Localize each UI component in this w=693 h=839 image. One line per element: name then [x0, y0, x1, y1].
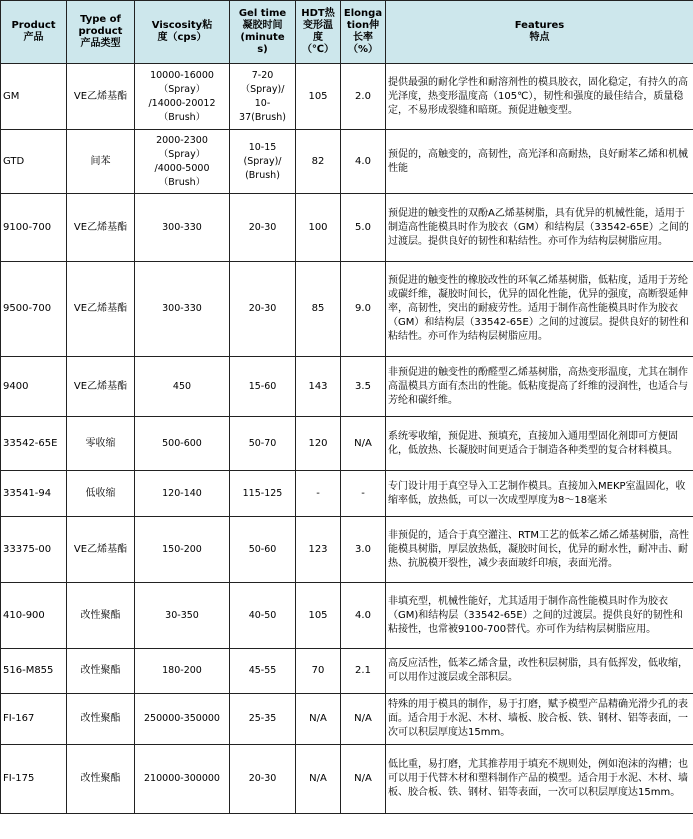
- header-line: Elonga: [343, 8, 383, 19]
- features-cell: 低比重，易打磨，尤其推荐用于填充不规则处，例如泡沫的沟槽；也可以用于代替木材和塑料制作产品的模型。适合用于水泥、木材、墙板、胶合板、铁、钢材、铝等表面，一次可以积层厚度达15mm。: [386, 745, 693, 814]
- cell-line: 50-70: [248, 437, 277, 449]
- header-line: product: [78, 26, 123, 37]
- type-cell: VE乙烯基酯: [67, 357, 135, 417]
- table-row: [1, 64, 693, 130]
- hdt-cell: 85: [296, 262, 341, 357]
- table-row: [1, 583, 693, 649]
- header-line: Viscosity粘: [151, 20, 213, 31]
- cell-line: 20-30: [248, 221, 277, 233]
- product-cell: 33542-65E: [1, 417, 67, 471]
- table-row: [1, 471, 693, 517]
- viscosity-cell: [135, 517, 230, 583]
- cell-line: （Spray）: [158, 148, 206, 160]
- cell-line: 300-330: [162, 221, 202, 233]
- cell-line: 450: [172, 380, 192, 392]
- gel-time-cell: [230, 130, 296, 194]
- viscosity-cell: [135, 694, 230, 745]
- cell-line: 120-140: [162, 487, 202, 499]
- cell-line: 10-: [254, 97, 271, 109]
- header-hdt: [296, 1, 341, 64]
- cell-line: 30-350: [165, 609, 199, 621]
- header-gel-time: [230, 1, 296, 64]
- table-row: [1, 649, 693, 694]
- features-cell: 提供最强的耐化学性和耐溶剂性的模具胶衣，固化稳定，有持久的高光泽度，热变形温度高（105℃），韧性和强度的最佳结合，质量稳定，不易形成裂缝和暗斑。预促进触变型。: [386, 64, 693, 130]
- header-product: [1, 1, 67, 64]
- cell-line: （Brush）: [158, 111, 206, 123]
- hdt-cell: 70: [296, 649, 341, 694]
- product-cell: FI-167: [1, 694, 67, 745]
- header-line: （%）: [347, 44, 379, 55]
- hdt-cell: 120: [296, 417, 341, 471]
- cell-line: 2000-2300: [156, 134, 208, 146]
- elongation-cell: 3.0: [341, 517, 386, 583]
- header-line: (minute: [240, 32, 285, 43]
- features-cell: 非预促进的触变性的酚醛型乙烯基树脂，高热变形温度，尤其在制作高温模具方面有杰出的性能。低粘度提高了纤维的浸润性，也适合与芳纶和碳纤维。: [386, 357, 693, 417]
- header-line: 凝胶时间: [242, 20, 283, 31]
- type-cell: 改性聚酯: [67, 583, 135, 649]
- type-cell: 改性聚酯: [67, 649, 135, 694]
- product-cell: 33375-00: [1, 517, 67, 583]
- table-row: [1, 194, 693, 262]
- header-line: tion伸: [346, 20, 380, 31]
- type-cell: VE乙烯基酯: [67, 64, 135, 130]
- cell-line: 20-30: [248, 773, 277, 784]
- header-viscosity: [135, 1, 230, 64]
- cell-line: （Spray）: [158, 83, 206, 95]
- features-cell: 高反应活性，低苯乙烯含量，改性积层树脂，具有低挥发，低收缩，可以用作过渡层或全部积层。: [386, 649, 693, 694]
- product-cell: 33541-94: [1, 471, 67, 517]
- table-row: [1, 357, 693, 417]
- viscosity-cell: [135, 357, 230, 417]
- table-row: [1, 262, 693, 357]
- elongation-cell: N/A: [341, 745, 386, 814]
- viscosity-cell: [135, 64, 230, 130]
- header-line: 变形温: [303, 20, 333, 31]
- hdt-cell: 143: [296, 357, 341, 417]
- elongation-cell: 9.0: [341, 262, 386, 357]
- elongation-cell: N/A: [341, 694, 386, 745]
- viscosity-cell: [135, 194, 230, 262]
- cell-line: 7-20: [251, 69, 274, 81]
- viscosity-cell: [135, 745, 230, 814]
- cell-line: 500-600: [162, 437, 202, 449]
- table-row: [1, 694, 693, 745]
- features-cell: 预促进的触变性的橡胶改性的环氧乙烯基树脂，低粘度，适用于芳纶或碳纤维，凝胶时间长，优异的固化性能，优异的强度，高断裂延伸率，高韧性，突出的耐疲劳性。适用于制作高性能模具时作为胶衣（GM）和结构层（33542-65E）之间的过渡层。提供良好的韧性和粘结性。亦可作为结构层树脂应用。: [386, 262, 693, 357]
- gel-time-cell: [230, 471, 296, 517]
- elongation-cell: 4.0: [341, 130, 386, 194]
- header-line: 产品: [23, 32, 44, 43]
- elongation-cell: N/A: [341, 417, 386, 471]
- features-cell: 专门设计用于真空导入工艺制作模具。直接加入MEKP室温固化，收缩率低，放热低，可以一次成型厚度为8～18毫米: [386, 471, 693, 517]
- cell-line: 210000-300000: [144, 773, 220, 784]
- gel-time-cell: [230, 262, 296, 357]
- header-line: HDT热: [301, 8, 335, 19]
- header-line: Product: [11, 20, 56, 31]
- features-cell: 非预促的，适合于真空灌注、RTM工艺的低苯乙烯乙烯基树脂，高性能模具树脂，厚层放热低，凝胶时间长，优异的耐水性，耐冲击、耐热、抗脱模开裂性，减少表面玻纤印痕，表面光滑。: [386, 517, 693, 583]
- gel-time-cell: [230, 517, 296, 583]
- cell-line: /4000-5000: [154, 162, 210, 174]
- table-row: [1, 130, 693, 194]
- viscosity-cell: [135, 262, 230, 357]
- viscosity-cell: [135, 583, 230, 649]
- header-line: 度（cps）: [157, 32, 207, 43]
- product-cell: 9100-700: [1, 194, 67, 262]
- table-row: [1, 417, 693, 471]
- type-cell: 改性聚酯: [67, 745, 135, 814]
- features-cell: 系统零收缩，预促进、预填充，直接加入通用型固化剂即可方便固化，低放热、长凝胶时间更适合于制造各种类型的复合材料模具。: [386, 417, 693, 471]
- cell-line: 37(Brush): [239, 111, 286, 123]
- cell-line: 150-200: [162, 543, 202, 555]
- gel-time-cell: [230, 64, 296, 130]
- cell-line: /14000-20012: [148, 97, 216, 109]
- elongation-cell: 5.0: [341, 194, 386, 262]
- cell-line: 115-125: [242, 487, 283, 499]
- cell-line: 180-200: [162, 665, 202, 676]
- cell-line: 20-30: [248, 303, 277, 314]
- hdt-cell: N/A: [296, 694, 341, 745]
- table-row: [1, 745, 693, 814]
- features-cell: 预促进的触变性的双酚A乙烯基树脂，具有优异的机械性能，适用于制造高性能模具时作为胶衣（GM）和结构层（33542-65E）之间的过渡层。提供良好的韧性和粘结性。亦可作为结构层树脂应用。: [386, 194, 693, 262]
- cell-line: (Brush): [245, 169, 280, 181]
- cell-line: 10-15: [248, 141, 277, 153]
- hdt-cell: 105: [296, 583, 341, 649]
- viscosity-cell: [135, 417, 230, 471]
- header-line: 特点: [529, 32, 550, 43]
- table-row: [1, 517, 693, 583]
- cell-line: (Spray)/: [243, 155, 282, 167]
- hdt-cell: -: [296, 471, 341, 517]
- header-line: 度: [313, 32, 323, 43]
- hdt-cell: N/A: [296, 745, 341, 814]
- header-line: s): [257, 44, 268, 55]
- header-line: Type of: [80, 14, 121, 25]
- gel-time-cell: [230, 649, 296, 694]
- elongation-cell: -: [341, 471, 386, 517]
- hdt-cell: 100: [296, 194, 341, 262]
- type-cell: 改性聚酯: [67, 694, 135, 745]
- header-line: Gel time: [238, 8, 287, 19]
- cell-line: 10000-16000: [150, 69, 214, 81]
- header-line: （℃）: [301, 44, 335, 55]
- table-body: [1, 64, 693, 814]
- header-elongation: [341, 1, 386, 64]
- gel-time-cell: [230, 583, 296, 649]
- header-line: 产品类型: [80, 38, 121, 49]
- type-cell: 零收缩: [67, 417, 135, 471]
- type-cell: VE乙烯基酯: [67, 262, 135, 357]
- product-cell: FI-175: [1, 745, 67, 814]
- product-cell: 410-900: [1, 583, 67, 649]
- gel-time-cell: [230, 417, 296, 471]
- gel-time-cell: [230, 194, 296, 262]
- gel-time-cell: [230, 357, 296, 417]
- elongation-cell: 4.0: [341, 583, 386, 649]
- type-cell: 间苯: [67, 130, 135, 194]
- product-cell: GTD: [1, 130, 67, 194]
- cell-line: （Spray)/: [240, 83, 285, 95]
- header-line: Features: [514, 20, 565, 31]
- features-cell: 预促的，高触变的，高韧性，高光泽和高耐热，良好耐苯乙烯和机械性能: [386, 130, 693, 194]
- header-type: [67, 1, 135, 64]
- hdt-cell: 82: [296, 130, 341, 194]
- cell-line: 25-35: [248, 713, 277, 724]
- product-cell: 9500-700: [1, 262, 67, 357]
- cell-line: 50-60: [248, 543, 277, 555]
- header-line: 长率: [353, 32, 373, 43]
- gel-time-cell: [230, 745, 296, 814]
- viscosity-cell: [135, 649, 230, 694]
- gel-time-cell: [230, 694, 296, 745]
- cell-line: 45-55: [248, 665, 277, 676]
- type-cell: VE乙烯基酯: [67, 517, 135, 583]
- elongation-cell: 2.0: [341, 64, 386, 130]
- features-cell: 非填充型，机械性能好，尤其适用于制作高性能模具时作为胶衣（GM)和结构层（33542-65E）之间的过渡层。提供良好的韧性和粘接性，也常被9100-700替代。亦可作为结构层树脂应用。: [386, 583, 693, 649]
- product-cell: 9400: [1, 357, 67, 417]
- header-features: [386, 1, 693, 64]
- product-cell: 516-M855: [1, 649, 67, 694]
- cell-line: 300-330: [162, 303, 202, 314]
- elongation-cell: 3.5: [341, 357, 386, 417]
- cell-line: 15-60: [248, 380, 277, 392]
- cell-line: 250000-350000: [144, 713, 220, 724]
- hdt-cell: 123: [296, 517, 341, 583]
- elongation-cell: 2.1: [341, 649, 386, 694]
- header-row: [1, 1, 693, 64]
- cell-line: 40-50: [248, 609, 277, 621]
- hdt-cell: 105: [296, 64, 341, 130]
- viscosity-cell: [135, 130, 230, 194]
- features-cell: 特殊的用于模具的制作，易于打磨，赋予模型产品精确光滑少孔的表面。适合用于水泥、木材、墙板、胶合板、铁、钢材、铝等表面，一次可以积层厚度达15mm。: [386, 694, 693, 745]
- type-cell: 低收缩: [67, 471, 135, 517]
- cell-line: （Brush）: [158, 176, 206, 188]
- type-cell: VE乙烯基酯: [67, 194, 135, 262]
- viscosity-cell: [135, 471, 230, 517]
- product-cell: GM: [1, 64, 67, 130]
